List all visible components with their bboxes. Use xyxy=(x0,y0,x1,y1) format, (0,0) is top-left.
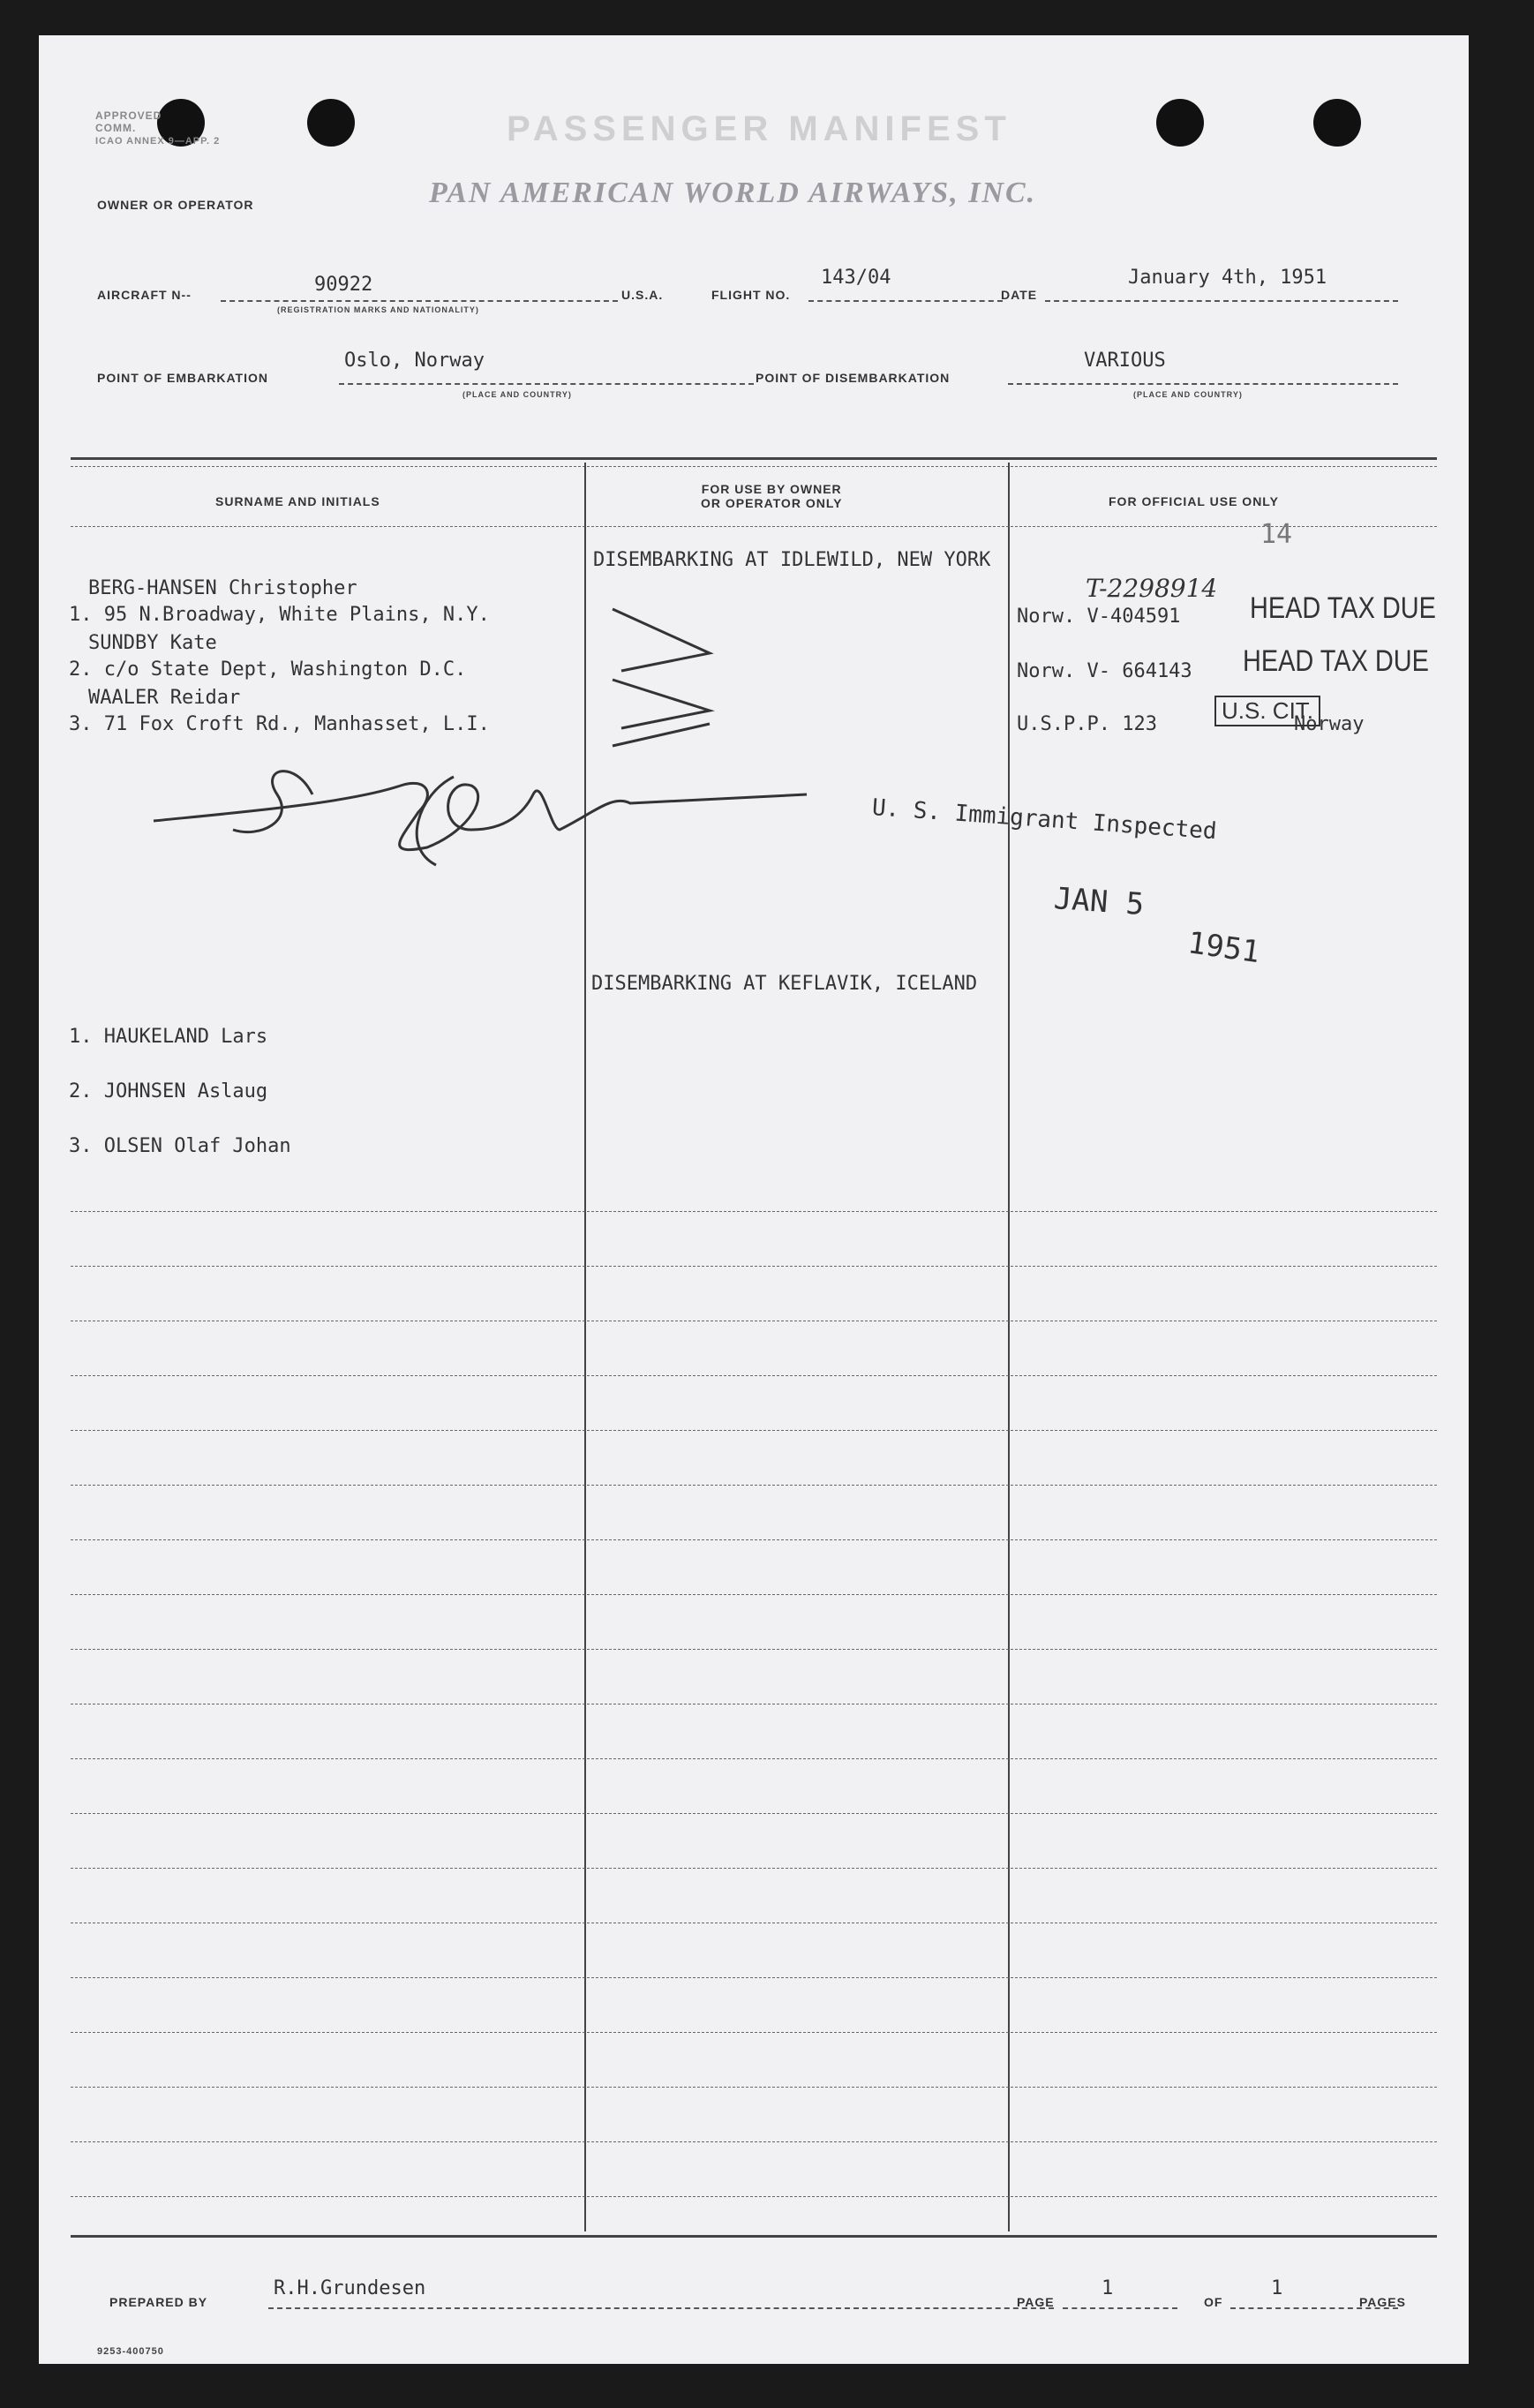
punch-hole xyxy=(1156,99,1204,147)
pages-label: PAGES xyxy=(1359,2295,1406,2309)
usa-label: U.S.A. xyxy=(621,288,664,302)
disembark-value: VARIOUS xyxy=(1084,350,1166,372)
keflavik-passenger-1: 1. HAUKELAND Lars xyxy=(69,1026,268,1048)
embark-value: Oslo, Norway xyxy=(344,350,485,372)
head-tax-stamp-1: HEAD TAX DUE xyxy=(1250,591,1436,625)
stamp-date: JAN 5 xyxy=(1052,881,1146,923)
col-official-use: FOR OFFICIAL USE ONLY xyxy=(1109,494,1279,508)
ruled-line xyxy=(71,2032,1437,2033)
ruled-line xyxy=(71,2196,1437,2197)
embark-label: POINT OF EMBARKATION xyxy=(97,371,268,385)
ruled-line xyxy=(71,1813,1437,1814)
ruled-line xyxy=(71,1594,1437,1595)
prepared-label: PREPARED BY xyxy=(109,2295,208,2309)
disembark-sub: (PLACE AND COUNTRY) xyxy=(1133,390,1243,399)
ruled-line xyxy=(71,1211,1437,1212)
ruled-line xyxy=(71,1758,1437,1759)
col-surname: SURNAME AND INITIALS xyxy=(215,494,380,508)
approved-note: APPROVED COMM. xyxy=(95,109,162,134)
date-label: DATE xyxy=(1001,288,1038,302)
passenger-3-address: 3. 71 Fox Croft Rd., Manhasset, L.I. xyxy=(69,713,490,735)
ruled-line xyxy=(71,1266,1437,1267)
form-code: 9253-400750 xyxy=(97,2346,164,2357)
disembark-label: POINT OF DISEMBARKATION xyxy=(756,371,951,385)
ruled-line xyxy=(71,2087,1437,2088)
of-label: OF xyxy=(1204,2295,1223,2309)
prepared-value: R.H.Grundesen xyxy=(274,2277,426,2299)
ruled-line xyxy=(71,1539,1437,1540)
passenger-2-name: SUNDBY Kate xyxy=(88,632,217,654)
date-value: January 4th, 1951 xyxy=(1128,267,1327,289)
passenger-2-official: Norw. V- 664143 xyxy=(1017,660,1192,682)
keflavik-passenger-2: 2. JOHNSEN Aslaug xyxy=(69,1080,268,1102)
ruled-line xyxy=(71,1430,1437,1431)
manifest-sheet xyxy=(39,35,1469,2364)
page-title: PASSENGER MANIFEST xyxy=(507,109,1011,148)
passenger-3-nationality: Norway xyxy=(1294,713,1365,735)
page-value: 1 xyxy=(1102,2277,1114,2299)
section2-heading: DISEMBARKING AT KEFLAVIK, ICELAND xyxy=(591,973,978,995)
passenger-1-address: 1. 95 N.Broadway, White Plains, N.Y. xyxy=(69,604,490,626)
flight-value: 143/04 xyxy=(821,267,891,289)
ruled-line xyxy=(71,1977,1437,1978)
embark-sub: (PLACE AND COUNTRY) xyxy=(462,390,572,399)
keflavik-passenger-3: 3. OLSEN Olaf Johan xyxy=(69,1135,291,1157)
aircraft-label: AIRCRAFT N-- xyxy=(97,288,192,302)
ruled-line xyxy=(71,1868,1437,1869)
ruled-line xyxy=(71,1485,1437,1486)
ruled-line xyxy=(71,1375,1437,1376)
passenger-1-official: Norw. V-404591 xyxy=(1017,606,1181,628)
owner-value: PAN AMERICAN WORLD AIRWAYS, INC. xyxy=(429,177,1037,209)
owner-label: OWNER OR OPERATOR xyxy=(97,198,254,212)
passenger-1-name: BERG-HANSEN Christopher xyxy=(88,577,357,599)
section1-heading: DISEMBARKING AT IDLEWILD, NEW YORK xyxy=(593,549,991,571)
approved-sub: ICAO ANNEX 9—APP. 2 xyxy=(95,136,221,147)
aircraft-value: 90922 xyxy=(314,274,373,296)
page-label: PAGE xyxy=(1017,2295,1055,2309)
inspector-signature xyxy=(136,741,895,900)
punch-hole xyxy=(307,99,355,147)
ruled-line xyxy=(71,1649,1437,1650)
passenger-1-handwritten: T-2298914 xyxy=(1086,574,1218,603)
passenger-3-name: WAALER Reidar xyxy=(88,687,241,709)
official-count: 14 xyxy=(1260,519,1293,550)
flight-label: FLIGHT NO. xyxy=(711,288,791,302)
passenger-3-official: U.S.P.P. 123 xyxy=(1017,713,1157,735)
us-cit-stamp: U.S. CIT. xyxy=(1214,696,1320,726)
stamp-year: 1951 xyxy=(1185,925,1262,971)
head-tax-stamp-2: HEAD TAX DUE xyxy=(1243,644,1429,678)
ruled-line xyxy=(71,2141,1437,2142)
passenger-2-address: 2. c/o State Dept, Washington D.C. xyxy=(69,658,467,681)
aircraft-sub: (REGISTRATION MARKS AND NATIONALITY) xyxy=(277,305,479,314)
of-value: 1 xyxy=(1271,2277,1283,2299)
punch-hole xyxy=(1313,99,1361,147)
col-owner-use: FOR USE BY OWNER OR OPERATOR ONLY xyxy=(701,482,843,510)
inspected-stamp: U. S. Immigrant Inspected xyxy=(870,794,1218,846)
